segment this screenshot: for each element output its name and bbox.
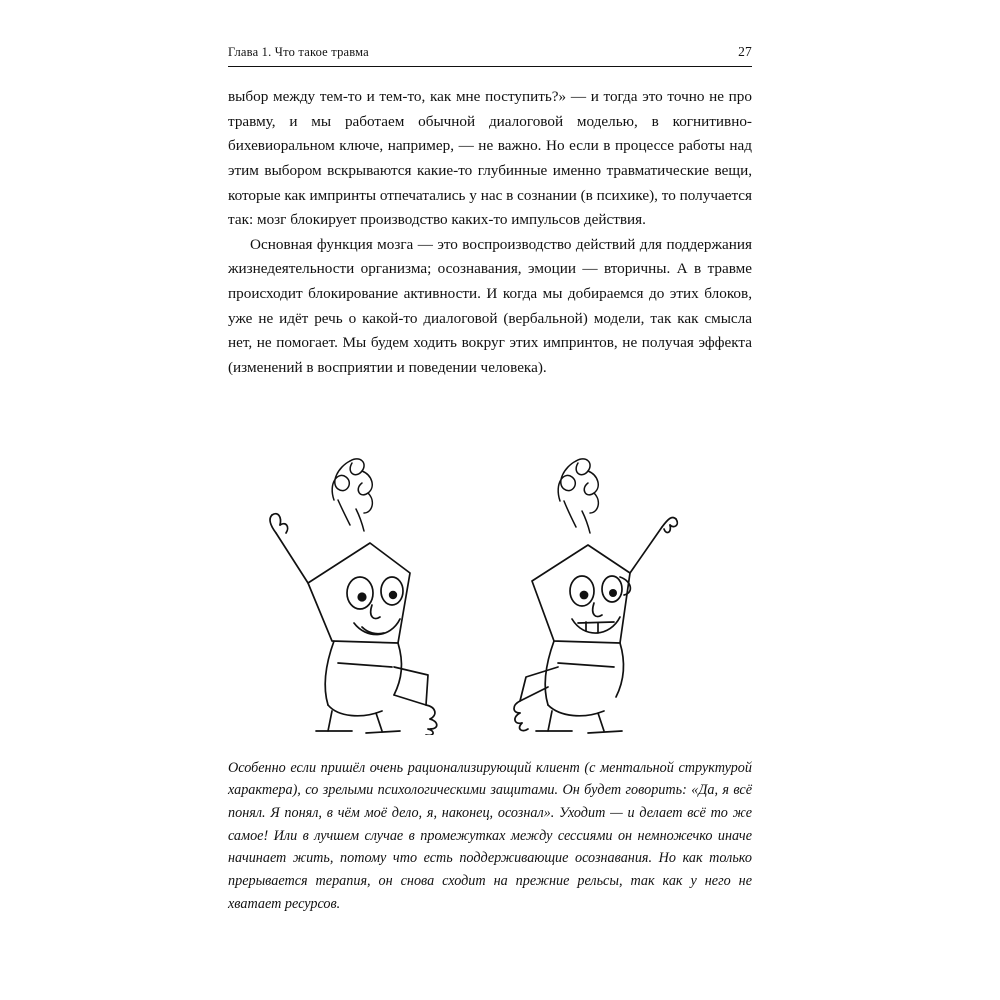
paragraph-1: выбор между тем-то и тем-то, как мне поступить?» — и тогда это точно не про травму, и мы работаем обычной диалоговой моделью, в когнитивно-бихевиоральном ключе, например, — не важно. Но если в процессе работы над этим выбором вскрываются какие-то глубинные именно травматические вещи, которые как импринты отпечатались у нас в сознании (в психике), то получается так: мозг блокирует производство каких-то импульсов действия. <box>228 88 752 229</box>
page-number: 27 <box>738 44 752 59</box>
page-content <box>228 44 752 916</box>
figure-illustration <box>228 405 752 735</box>
paragraph-2: Основная функция мозга — это воспроизводство действий для поддержания жизнедеятельности организма; осознавания, эмоции — вторичны. А в травме происходит блокирование активности. И когда мы добираемся до этих блоков, уже не идёт речь о какой-то диалоговой (вербальной) модели, так как смысла нет, не помогает. Мы будем ходить вокруг этих импринтов, не получая эффекта (изменений в восприятии и поведении человека). <box>228 235 752 376</box>
note-paragraph: Особенно если пришёл очень рационализирующий клиент (с ментальной структурой характера), со зрелыми психологическими защитами. Он будет говорить: «Да, я всё понял. Я понял, в чём моё дело, я, наконец, осознал». Уходит — и делает всё то же самое! Или в лучшем случае в промежутках между сессиями он немножечко иначе начинает жить, потому что есть поддерживающие осознавания. Но как только прерывается терапия, он снова сходит на прежние рельсы, так как у него не хватает ресурсов. <box>228 759 752 912</box>
italic-note <box>228 757 752 916</box>
running-head <box>228 44 752 67</box>
running-head-chapter: Глава 1. Что такое травма <box>228 45 369 59</box>
body-text <box>228 85 752 381</box>
cartoon-figures-drawing <box>242 405 742 735</box>
